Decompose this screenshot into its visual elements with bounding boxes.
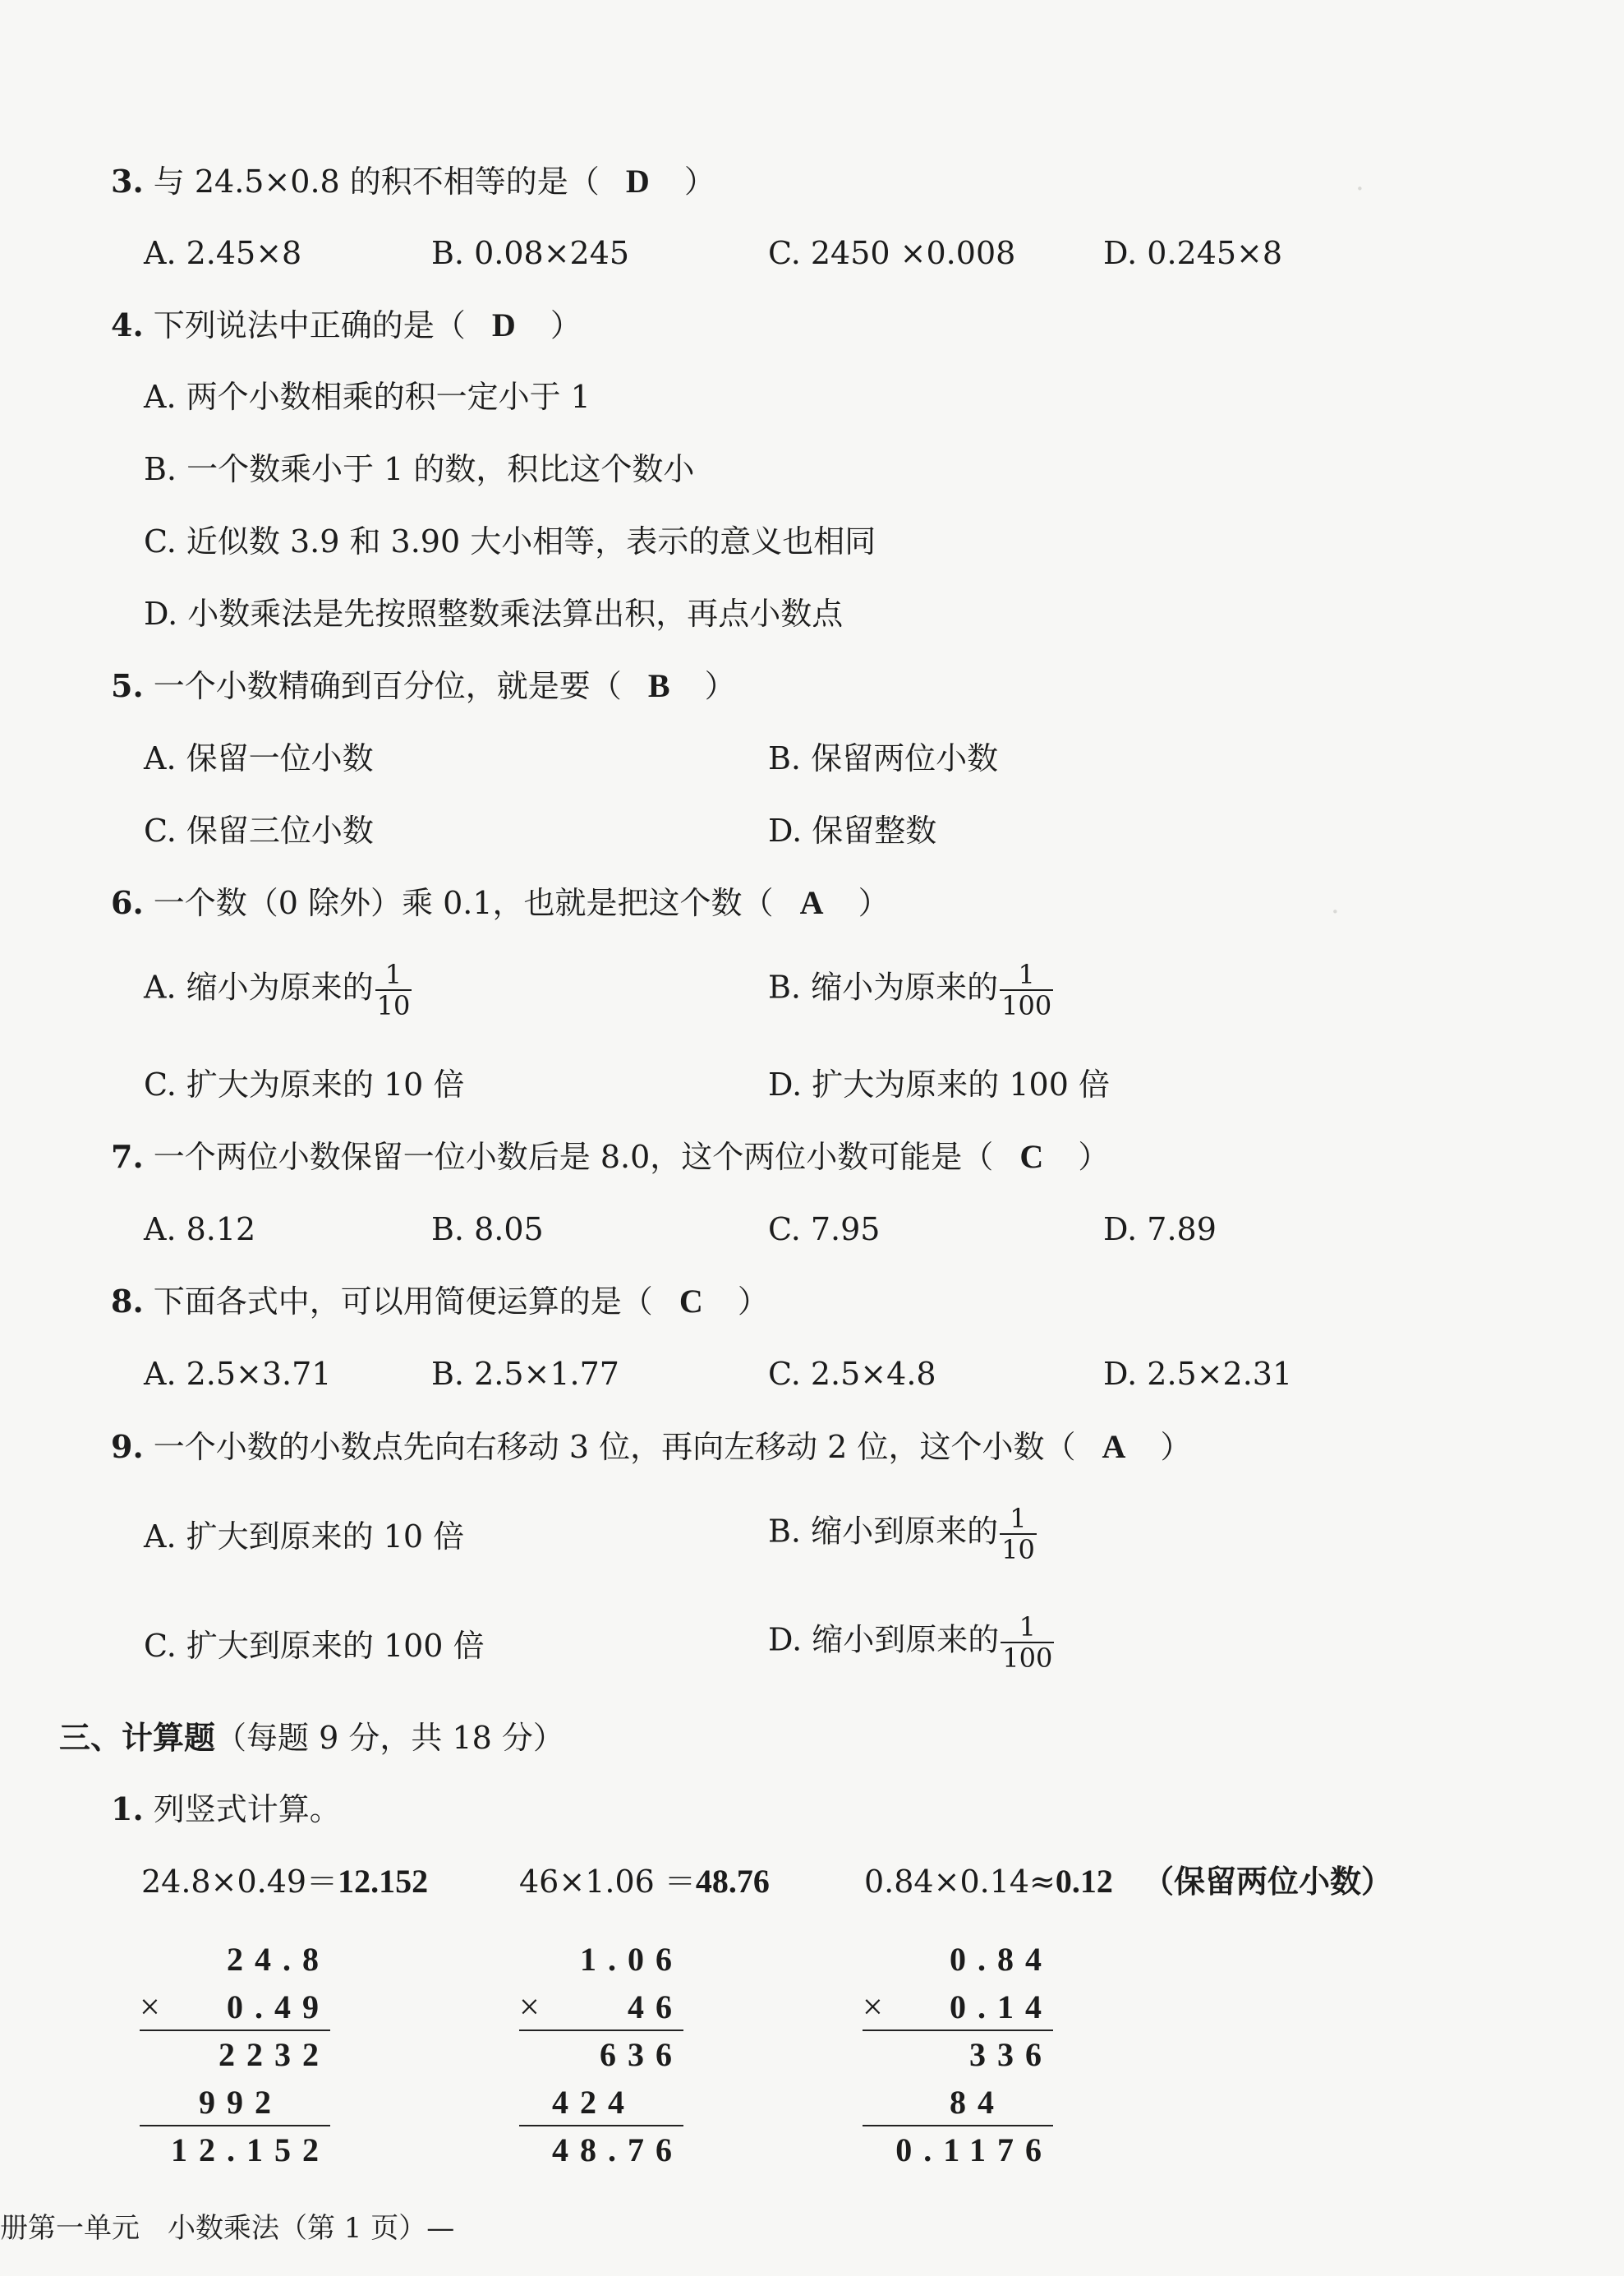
option-a: A. 2.5×3.71 [144,1356,332,1392]
answer-mark: A [799,884,824,921]
option-text: D. 缩小到原来的 [768,1621,1000,1658]
multiplicand: 0.84 [950,1941,1053,1978]
answer-mark: D [491,306,516,343]
question-stem: 下面各式中，可以用简便运算的是（ [153,1283,653,1320]
question-number: 9. [111,1428,144,1465]
answer-mark: C [679,1283,703,1320]
option-d: D. 小数乘法是先按照整数乘法算出积，再点小数点 [144,596,844,632]
fraction-numerator: 1 [375,960,412,991]
question-number: 6. [111,884,144,921]
times-sign: × [863,1987,883,2027]
underline [863,2030,1053,2031]
fraction-numerator: 1 [1000,960,1053,991]
question-6 [111,882,890,924]
section-title: 三、计算题 [59,1719,216,1756]
expression-text: 0.84×0.14≈ [864,1864,1056,1900]
page-footer: 册第一单元 小数乘法（第 1 页）— [0,2212,455,2245]
fraction-denominator: 10 [376,990,411,1021]
option-b [768,960,1053,1021]
fraction [1000,960,1053,1021]
fraction-numerator: 1 [1001,1612,1054,1643]
partial-product-2: 84 [950,2084,1005,2121]
option-d: D. 保留整数 [768,813,937,849]
expression-note: （保留两位小数） [1143,1863,1393,1900]
question-stem: 下列说法中正确的是（ [153,307,466,343]
expression-1 [141,1861,428,1902]
question-stem: 一个数（0 除外）乘 0.1，也就是把这个数（ [153,885,774,921]
fraction-denominator: 100 [1002,1642,1053,1674]
multiplicand: 1.06 [580,1941,683,1978]
option-b [768,1504,1037,1564]
fraction-denominator: 100 [1001,990,1052,1021]
option-d: D. 扩大为原来的 100 倍 [768,1067,1110,1103]
close-paren: ） [858,885,890,921]
option-a: A. 2.45×8 [144,235,302,271]
partial-product-1: 636 [600,2036,683,2073]
option-text: A. 缩小为原来的 [144,969,374,1006]
close-paren: ） [737,1283,769,1320]
calc-question-1 [111,1789,341,1830]
question-number: 5. [111,667,144,704]
question-5 [111,666,736,707]
close-paren: ） [683,164,715,200]
option-a: A. 两个小数相乘的积一定小于 1 [144,379,591,415]
underline [863,2125,1053,2126]
times-sign: × [519,1987,540,2027]
option-c: C. 扩大到原来的 100 倍 [144,1628,485,1664]
expression-text: 46×1.06 ＝ [519,1864,696,1900]
option-a [144,960,412,1021]
option-c: C. 近似数 3.9 和 3.90 大小相等，表示的意义也相同 [144,523,876,560]
option-d [768,1612,1054,1673]
option-b: B. 0.08×245 [431,235,630,271]
fraction-denominator: 10 [1001,1534,1035,1565]
option-a: A. 8.12 [144,1211,256,1247]
question-number: 3. [111,163,144,200]
underline [519,2125,683,2126]
partial-product-1: 2232 [219,2036,330,2073]
answer-mark: C [1019,1138,1044,1175]
option-d: D. 0.245×8 [1103,235,1283,271]
underline [140,2030,330,2031]
option-d: D. 7.89 [1103,1211,1217,1247]
underline [140,2125,330,2126]
multiplier: 0.49 [227,1988,330,2025]
section-heading [59,1717,564,1758]
partial-product-2: 992 [199,2084,283,2121]
partial-product-1: 336 [969,2036,1053,2073]
option-b: B. 2.5×1.77 [431,1356,619,1392]
expression-result: 0.12 [1055,1863,1113,1900]
partial-product-2: 424 [552,2084,636,2121]
question-9 [111,1426,1192,1467]
question-stem: 与 24.5×0.8 的积不相等的是（ [153,164,600,200]
answer-mark: A [1102,1428,1126,1465]
option-d: D. 2.5×2.31 [1103,1356,1293,1392]
option-b: B. 8.05 [431,1211,544,1247]
answer-mark: D [625,163,650,200]
question-4 [111,305,582,346]
question-stem: 一个两位小数保留一位小数后是 8.0，这个两位小数可能是（ [153,1139,994,1175]
question-stem: 一个小数的小数点先向右移动 3 位，再向左移动 2 位，这个小数（ [153,1429,1076,1465]
fraction-numerator: 1 [1000,1504,1037,1535]
option-b: B. 保留两位小数 [768,740,999,776]
question-number: 1. [111,1790,144,1827]
section-note: （每题 9 分，共 18 分） [215,1720,564,1756]
close-paren: ） [704,668,736,704]
multiplier: 46 [628,1988,683,2025]
close-paren: ） [1078,1139,1110,1175]
expression-result: 48.76 [695,1863,770,1900]
option-c: C. 扩大为原来的 10 倍 [144,1067,465,1103]
expression-result: 12.152 [338,1863,429,1900]
multiplier: 0.14 [950,1988,1053,2025]
option-c: C. 2.5×4.8 [768,1356,936,1392]
expression-3 [864,1861,1392,1902]
option-a: A. 保留一位小数 [144,740,374,776]
product: 12.152 [171,2131,330,2168]
vertical-calc-1 [140,1936,330,2174]
option-c: C. 7.95 [768,1211,881,1247]
bleed-through-mark: · [1355,173,1364,205]
option-text: B. 缩小到原来的 [768,1513,999,1550]
vertical-calc-2 [519,1936,683,2174]
option-a: A. 扩大到原来的 10 倍 [144,1518,465,1555]
option-c: C. 保留三位小数 [144,813,374,849]
fraction [1000,1504,1037,1564]
option-text: B. 缩小为原来的 [768,969,999,1006]
option-b: B. 一个数乘小于 1 的数，积比这个数小 [144,451,695,487]
close-paren: ） [550,307,582,343]
question-7 [111,1136,1109,1177]
times-sign: × [140,1987,160,2027]
option-c: C. 2450 ×0.008 [768,235,1016,271]
question-number: 8. [111,1283,144,1320]
question-stem: 列竖式计算。 [153,1791,341,1827]
question-stem: 一个小数精确到百分位，就是要（ [153,668,622,704]
expression-2 [519,1861,770,1902]
expression-text: 24.8×0.49＝ [141,1864,338,1900]
question-3 [111,161,715,202]
vertical-calc-3 [863,1936,1053,2174]
underline [519,2030,683,2031]
product: 0.1176 [895,2131,1053,2168]
question-number: 4. [111,306,144,343]
question-8 [111,1281,769,1322]
product: 48.76 [552,2131,683,2168]
close-paren: ） [1160,1429,1192,1465]
question-number: 7. [111,1138,144,1175]
fraction [1001,1612,1054,1673]
bleed-through-mark: · [1331,896,1340,928]
answer-mark: B [647,667,670,704]
multiplicand: 24.8 [227,1941,330,1978]
fraction [375,960,412,1021]
